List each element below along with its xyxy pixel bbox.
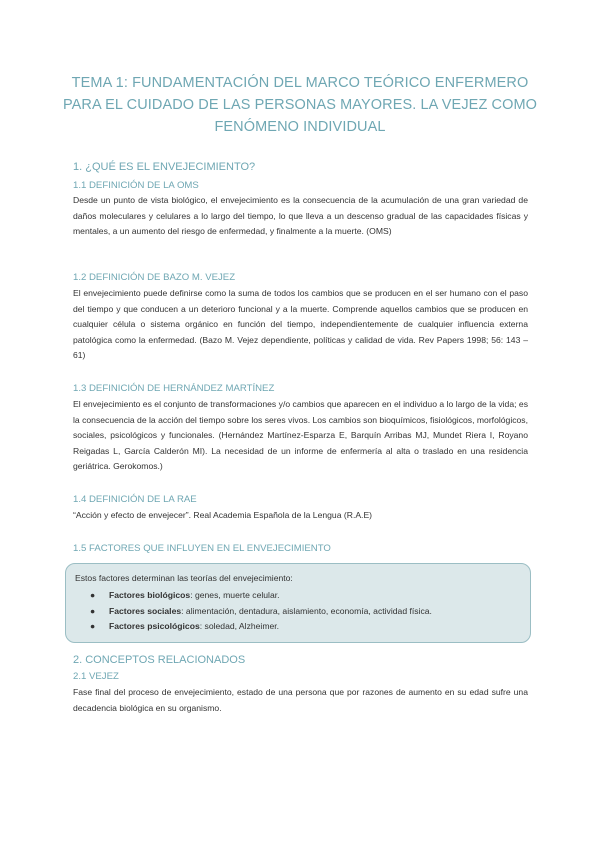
bullet-icon: ●: [90, 590, 96, 600]
section-heading-1-4: 1.4 DEFINICIÓN DE LA RAE: [73, 494, 197, 505]
factors-intro: Estos factores determinan las teorías del envejecimiento:: [75, 573, 293, 583]
paragraph-hernandez-definition: El envejecimiento es el conjunto de transformaciones y/o cambios que aparecen en el individuo a lo largo de la vida; es la consecuencia de la acción del tiempo sobre los seres vivos. Los cambios son bioquímicos, fisiológicos, morfológicos, sociales, psicológicos y funcionales. (Hernández Martínez-Esparza E, Barquín Arribas MJ, Mundet Riera I, Royano Reigadas L, García Calderón MI). La necesidad de un informe de enfermería al alta o traslado en una residencia geriátrica. Gerokomos.): [73, 399, 528, 471]
section-heading-1-3: 1.3 DEFINICIÓN DE HERNÁNDEZ MARTÍNEZ: [73, 383, 275, 394]
list-item: [75, 588, 432, 604]
section-heading-1-5: 1.5 FACTORES QUE INFLUYEN EN EL ENVEJECIMIENTO: [73, 543, 331, 554]
factors-list: [75, 588, 432, 635]
paragraph-rae-definition: “Acción y efecto de envejecer”. Real Academia Española de la Lengua (R.A.E): [73, 510, 373, 520]
list-item: [75, 619, 432, 635]
factor-detail: : genes, muerte celular.: [190, 590, 280, 600]
page-title: TEMA 1: FUNDAMENTACIÓN DEL MARCO TEÓRICO ENFERMERO PARA EL CUIDADO DE LAS PERSONAS MAYORES. LA VEJEZ COMO FENÓMENO INDIVIDUAL: [62, 75, 538, 135]
section-heading-2-1: 2.1 VEJEZ: [73, 671, 119, 682]
paragraph-oms-definition: Desde un punto de vista biológico, el envejecimiento es la consecuencia de la acumulación de una gran variedad de daños moleculares y celulares a lo largo del tiempo, lo que lleva a un descenso gradual de las capacidades físicas y mentales, a un aumento del riesgo de enfermedad, y finalmente a la muerte. (OMS): [73, 195, 528, 236]
factor-label: Factores psicológicos: [109, 621, 200, 631]
bullet-icon: ●: [90, 621, 96, 631]
bullet-icon: ●: [90, 605, 96, 616]
section-heading-1-1: 1.1 DEFINICIÓN DE LA OMS: [73, 180, 199, 191]
list-item: [75, 604, 432, 620]
paragraph-bazo-definition: El envejecimiento puede definirse como la suma de todos los cambios que se producen en el ser humano con el paso del tiempo y que conducen a un deterioro funcional y a la muerte. Comprende aquellos cambios que se producen en cualquier célula o sistema orgánico en función del tiempo, independientemente de cualquier influencia externa patológica como la enfermedad. (Bazo M. Vejez dependiente, políticas y calidad de vida. Rev Papers 1998; 56: 143 – 61): [73, 288, 528, 360]
section-heading-1: 1. ¿QUÉ ES EL ENVEJECIMIENTO?: [73, 161, 256, 173]
section-heading-1-2: 1.2 DEFINICIÓN DE BAZO M. VEJEZ: [73, 272, 236, 283]
factor-label: Factores biológicos: [109, 590, 191, 600]
section-heading-2: 2. CONCEPTOS RELACIONADOS: [73, 654, 246, 666]
paragraph-vejez-definition: Fase final del proceso de envejecimiento, estado de una persona que por razones de aumento en su edad sufre una decadencia biológica en su organismo.: [73, 687, 528, 713]
factors-callout-box: [65, 563, 531, 643]
factor-detail: : soledad, Alzheimer.: [199, 621, 280, 631]
factor-label: Factores sociales: [109, 605, 182, 616]
factor-detail: : alimentación, dentadura, aislamiento, economía, actividad física.: [181, 605, 432, 616]
